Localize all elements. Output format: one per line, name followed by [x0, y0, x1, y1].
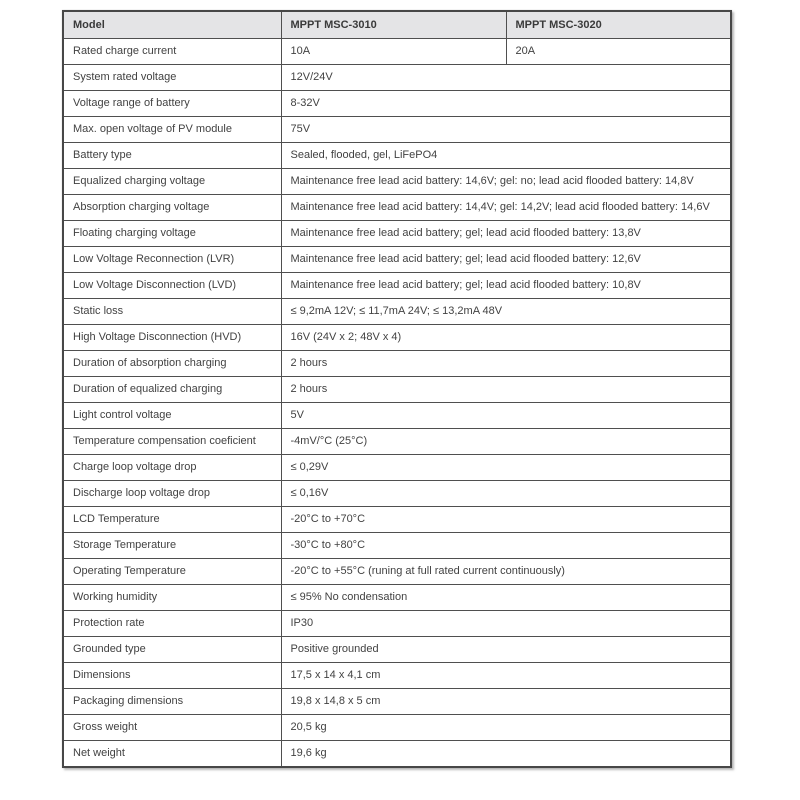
table-row — [63, 533, 731, 559]
row-label: Floating charging voltage — [63, 221, 281, 247]
column-header: MPPT MSC-3020 — [506, 11, 731, 39]
table-row — [63, 273, 731, 299]
row-value: Maintenance free lead acid battery: 14,4V; gel: 14,2V; lead acid flooded battery: 14,6V — [281, 195, 731, 221]
row-value: 2 hours — [281, 351, 731, 377]
spec-table-body — [63, 39, 731, 768]
table-row — [63, 403, 731, 429]
row-label: Low Voltage Disconnection (LVD) — [63, 273, 281, 299]
row-label: Absorption charging voltage — [63, 195, 281, 221]
row-value: 17,5 x 14 x 4,1 cm — [281, 663, 731, 689]
table-row — [63, 377, 731, 403]
row-label: Working humidity — [63, 585, 281, 611]
row-value: 20A — [506, 39, 731, 65]
row-label: Light control voltage — [63, 403, 281, 429]
row-value: ≤ 95% No condensation — [281, 585, 731, 611]
table-row — [63, 429, 731, 455]
row-value: -20°C to +55°C (runing at full rated current continuously) — [281, 559, 731, 585]
table-row — [63, 169, 731, 195]
table-row — [63, 689, 731, 715]
row-label: High Voltage Disconnection (HVD) — [63, 325, 281, 351]
row-value: Maintenance free lead acid battery; gel; lead acid flooded battery: 13,8V — [281, 221, 731, 247]
column-header: Model — [63, 11, 281, 39]
row-label: Duration of equalized charging — [63, 377, 281, 403]
row-value: 10A — [281, 39, 506, 65]
row-value: 5V — [281, 403, 731, 429]
spec-sheet — [62, 10, 732, 768]
row-value: ≤ 0,16V — [281, 481, 731, 507]
table-row — [63, 91, 731, 117]
table-row — [63, 637, 731, 663]
table-row — [63, 741, 731, 768]
table-row — [63, 325, 731, 351]
table-row — [63, 65, 731, 91]
header-row — [63, 11, 731, 39]
row-value: -4mV/°C (25°C) — [281, 429, 731, 455]
row-label: Temperature compensation coeficient — [63, 429, 281, 455]
spec-table — [62, 10, 732, 768]
table-row — [63, 143, 731, 169]
row-label: Dimensions — [63, 663, 281, 689]
table-row — [63, 559, 731, 585]
table-row — [63, 715, 731, 741]
row-value: 20,5 kg — [281, 715, 731, 741]
row-value: -30°C to +80°C — [281, 533, 731, 559]
row-value: 2 hours — [281, 377, 731, 403]
row-value: Maintenance free lead acid battery: 14,6V; gel: no; lead acid flooded battery: 14,8V — [281, 169, 731, 195]
table-row — [63, 507, 731, 533]
row-label: Static loss — [63, 299, 281, 325]
row-value: 19,6 kg — [281, 741, 731, 768]
row-label: Max. open voltage of PV module — [63, 117, 281, 143]
row-value: 8-32V — [281, 91, 731, 117]
row-label: Voltage range of battery — [63, 91, 281, 117]
row-value: Maintenance free lead acid battery; gel; lead acid flooded battery: 12,6V — [281, 247, 731, 273]
table-row — [63, 481, 731, 507]
row-value: Maintenance free lead acid battery; gel; lead acid flooded battery: 10,8V — [281, 273, 731, 299]
row-value: ≤ 9,2mA 12V; ≤ 11,7mA 24V; ≤ 13,2mA 48V — [281, 299, 731, 325]
row-label: Duration of absorption charging — [63, 351, 281, 377]
row-value: Sealed, flooded, gel, LiFePO4 — [281, 143, 731, 169]
row-label: Charge loop voltage drop — [63, 455, 281, 481]
table-row — [63, 117, 731, 143]
row-value: 16V (24V x 2; 48V x 4) — [281, 325, 731, 351]
row-label: Net weight — [63, 741, 281, 768]
table-row — [63, 455, 731, 481]
table-row — [63, 585, 731, 611]
row-label: Storage Temperature — [63, 533, 281, 559]
table-row — [63, 351, 731, 377]
table-row — [63, 221, 731, 247]
spec-table-header — [63, 11, 731, 39]
row-value: 12V/24V — [281, 65, 731, 91]
row-value: 75V — [281, 117, 731, 143]
row-label: System rated voltage — [63, 65, 281, 91]
table-row — [63, 195, 731, 221]
row-label: Rated charge current — [63, 39, 281, 65]
row-label: Operating Temperature — [63, 559, 281, 585]
row-label: Battery type — [63, 143, 281, 169]
table-row — [63, 299, 731, 325]
row-value: IP30 — [281, 611, 731, 637]
table-row — [63, 663, 731, 689]
column-header: MPPT MSC-3010 — [281, 11, 506, 39]
table-row — [63, 247, 731, 273]
table-row — [63, 611, 731, 637]
row-label: Equalized charging voltage — [63, 169, 281, 195]
row-label: Grounded type — [63, 637, 281, 663]
table-row — [63, 39, 731, 65]
row-label: Packaging dimensions — [63, 689, 281, 715]
row-label: Low Voltage Reconnection (LVR) — [63, 247, 281, 273]
row-label: Discharge loop voltage drop — [63, 481, 281, 507]
row-value: 19,8 x 14,8 x 5 cm — [281, 689, 731, 715]
row-value: Positive grounded — [281, 637, 731, 663]
row-label: Gross weight — [63, 715, 281, 741]
row-label: Protection rate — [63, 611, 281, 637]
row-value: ≤ 0,29V — [281, 455, 731, 481]
row-value: -20°C to +70°C — [281, 507, 731, 533]
row-label: LCD Temperature — [63, 507, 281, 533]
